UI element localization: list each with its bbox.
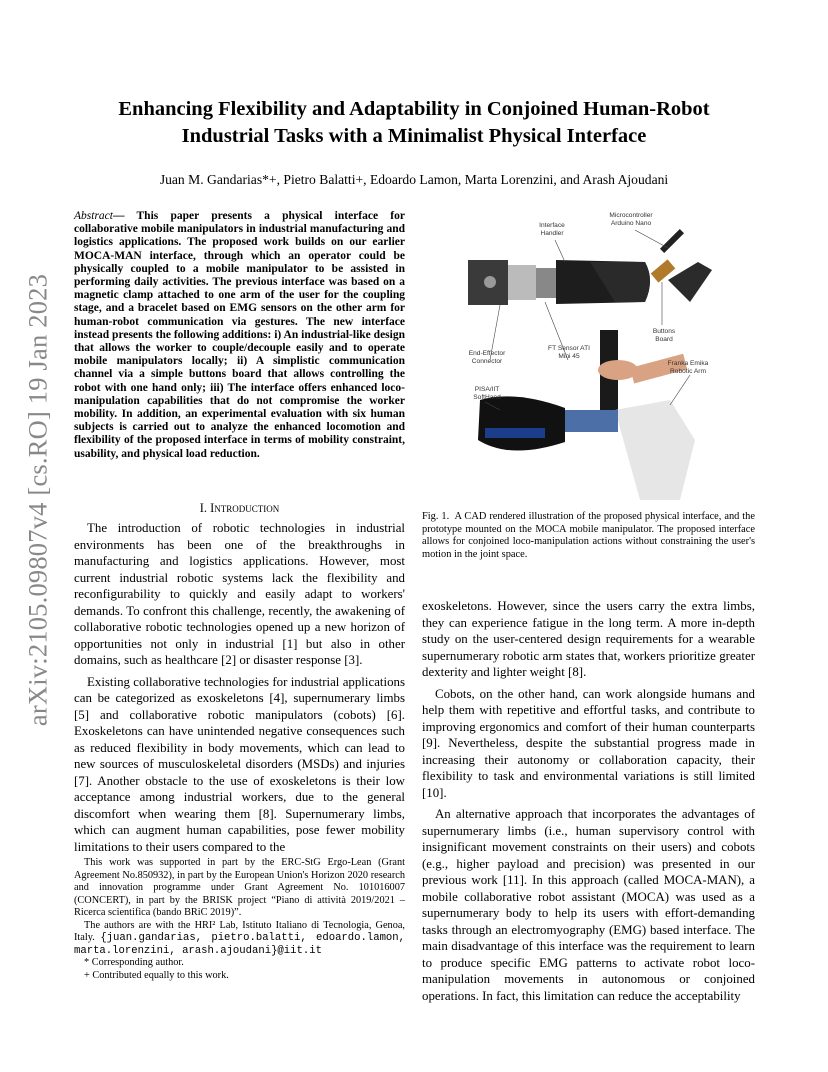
author-list: Juan M. Gandarias*+, Pietro Balatti+, Edoardo Lamon, Marta Lorenzini, and Arash Ajoudani <box>159 172 669 187</box>
softhand-photo <box>478 396 565 450</box>
intro-paragraph: Existing collaborative technologies for industrial applications can be categorized as exoskeletons [4], supernumerary limbs [5] and collaborative robotic manipulators (cobots) [6]. Exoskeletons can have unintended negative consequences such as reduced flexibility in body movements, which can lead to new sources of musculoskeletal disorders (MSDs) and injuries [7]. Another obstacle to the use of exoskeletons is their low acceptance among industrial workers, due to the general discomfort when wearing them [8]. Supernumerary limbs, which can augment human capabilities, pose fewer mobility limitations to their users compared to the <box>74 674 405 854</box>
figure-1-caption <box>422 511 755 561</box>
softhand-detail <box>485 428 545 438</box>
microcontroller-cad <box>660 229 684 253</box>
intro-paragraph: The introduction of robotic technologies in industrial environments has been one of the breakthroughs in manufacturing and logistics applications. However, most current industrial robotic systems lack the flexibility and reconfigurability to quickly and easily adapt to workers' demands. To confront this challenge, recently, the awakening of collaborative robotic technologies opened up a new horizon of opportunities not only in industrial [1] but also in other domains, such as healthcare [2] or disaster response [3]. <box>74 521 405 667</box>
title-line-1: Enhancing Flexibility and Adaptability in Conjoined Human-Robot <box>118 98 710 120</box>
abstract-text: — This paper presents a physical interface for collaborative mobile manipulators in industrial manufacturing and logistics applications. The proposed work builds on our earlier MOCA-MAN interface, through which an operator could be physically coupled to a mobile manipulator to be assisted in performing daily activities. The previous interface was based on a magnetic clamp attached to one arm of the user for the coupling stage, and a bracelet based on EMG sensors on the other arm for human-robot communication via gestures. The new interface instead presents the following additions: i) An industrial-like design that allows the worker to couple/decouple easily and to operate mobile manipulators locally; ii) A simplistic communication channel via a simple buttons board that allows controlling the robot with one hand only; iii) The interface offers enhanced loco-manipulation capabilities that do not compromise the worker mobility. In addition, an experimental evaluation with six human subjects is carried out to analyze the enhanced locomotion and flexibility of the proposed interface in terms of mobility constraint, usability, and physical load reduction. <box>74 210 405 460</box>
funding-footnote: This work was supported in part by the ERC-StG Ergo-Lean (Grant Agreement No.850932), in part by the European Union's Horizon 2020 research and innovation programme under Grant Agreement No. 101016007 (CONCERT), in part by the BRISK project “Piano di attività 2019/2021 – Ricerca scientifica (bando BRiC 2019)”. <box>74 857 405 918</box>
figure-1 <box>440 210 740 500</box>
section-title: Introduction <box>210 501 280 515</box>
affiliation-footnote <box>74 920 405 958</box>
section-heading <box>74 501 405 516</box>
title-line-2: Industrial Tasks with a Minimalist Physical Interface <box>181 125 647 147</box>
label-interface-handler: Interface Handler <box>539 222 565 237</box>
intro-body <box>74 520 405 860</box>
ft-sensor-cad <box>508 265 536 300</box>
connector-hole <box>484 276 496 288</box>
arxiv-identifier: arXiv:2105.09807v4 [cs.RO] 19 Jan 2023 <box>22 273 53 727</box>
abstract <box>74 210 405 461</box>
body-paragraph: exoskeletons. However, since the users carry the extra limbs, they can experience fatigue in the long term. A more in-depth study on the user-centered design requirements for a wearable supernumerary robotic arm states that, workers prioritize greater dexterity and lighter weight [8]. <box>422 599 755 679</box>
caption-text: A CAD rendered illustration of the proposed physical interface, and the prototype mounted on the MOCA mobile manipulator. The proposed interface allows for conjoined loco-manipulation actions without constraining the user's motion in the joint space. <box>422 511 755 560</box>
label-microcontroller: Microcontroller Arduino Nano <box>609 212 653 227</box>
label-buttons-board: Buttons Board <box>652 328 676 343</box>
section-number: I. <box>199 501 207 515</box>
equal-contribution-footnote: + Contributed equally to this work. <box>84 969 229 981</box>
label-ft-sensor: FT Sensor ATI Mini 45 <box>548 345 590 360</box>
arxiv-sidebar <box>18 273 58 727</box>
label-end-effector: End-Effector Connector <box>468 350 506 365</box>
right-column-body <box>422 598 755 1009</box>
label-softhand: PISA/IIT SoftHand <box>473 386 501 401</box>
adapter-ring <box>536 268 556 298</box>
label-franka: Franka Emika Robotic Arm <box>667 360 709 375</box>
abstract-label: Abstract <box>74 210 113 222</box>
body-paragraph: Cobots, on the other hand, can work alongside humans and help them with repetitive and effortful tasks, and contribute to improving ergonomics and comfort of their human counterparts [9]. Nevertheless, despite the substantial progress made in increasing their autonomy or collaboration capacity, their flexibility to task and environmental variations is still limited [10]. <box>422 686 755 800</box>
corresponding-footnote: * Corresponding author. <box>84 957 184 968</box>
email-list: {juan.gandarias, pietro.balatti, edoardo.lamon, marta.lorenzini, arash.ajoudani}@iit.it <box>74 932 406 957</box>
footnotes <box>74 857 405 982</box>
body-paragraph: An alternative approach that incorporates the advantages of supernumerary limbs (i.e., human supervisory control with insignificant movement constraints on their users) and cobots (e.g., higher payload and precision) was presented in our previous work [11]. In this approach (called MOCA-MAN), a mobile collaborative robot assistant (MOCA) was used as a supernumerary body to help its users with effort-demanding tasks through an electromyography (EMG) based interface. The main disadvantage of this interface was the requirement to learn to produce specific EMG patterns to activate robot loco-manipulation movements in autonomous or conjoined operations. In fact, this limitation can reduce the acceptability <box>422 807 755 1003</box>
paper-title <box>60 96 768 150</box>
franka-arm <box>615 400 695 500</box>
ft-sensor-photo <box>560 410 618 432</box>
caption-label: Fig. 1. <box>422 511 450 522</box>
affiliation-text: The authors are with the HRI² Lab, Istituto Italiano di Tecnologia, Genoa, Italy. <box>74 919 405 943</box>
